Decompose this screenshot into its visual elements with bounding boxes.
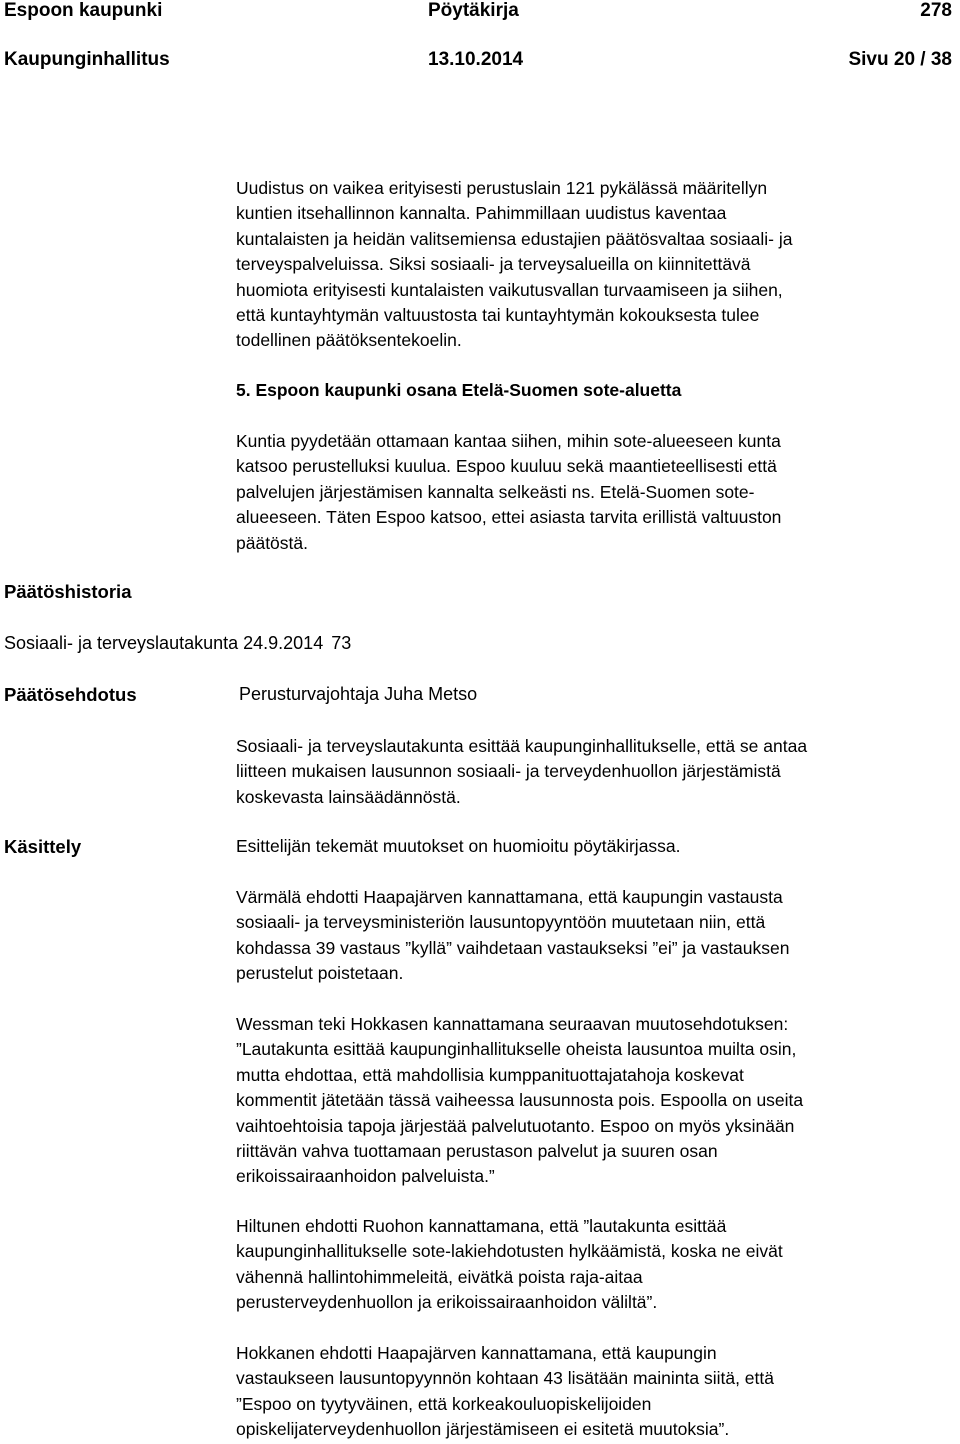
text-line: sosiaali- ja terveysministeriön lausuntopyyntöön muutetaan niin, että bbox=[236, 912, 766, 933]
proposer: Perusturvajohtaja Juha Metso bbox=[239, 684, 478, 704]
text-line: terveyspalveluissa. Siksi sosiaali- ja terveysalueilla on kiinnitettävä bbox=[236, 254, 751, 275]
paragraph-hokkanen bbox=[236, 1341, 958, 1443]
header-date: 13.10.2014 bbox=[428, 49, 524, 70]
text-line: todellinen päätöksentekoelin. bbox=[236, 330, 462, 351]
text-line: erikoissairaanhoidon palveluista.” bbox=[236, 1166, 495, 1187]
text-line: palvelujen järjestämisen kannalta selkeästi ns. Etelä-Suomen sote- bbox=[236, 481, 755, 502]
text-line: perustelut poistetaan. bbox=[236, 963, 404, 984]
text-line: riittävän vahva tuottamaan perustason palvelut ja suuren osan bbox=[236, 1141, 718, 1162]
text-line: Hokkanen ehdotti Haapajärven kannattamana, että kaupungin bbox=[236, 1343, 717, 1363]
text-line: Sosiaali- ja terveyslautakunta esittää kaupunginhallitukselle, että se antaa bbox=[236, 736, 808, 756]
text-line: vähennä hallintohimmeleitä, eivätkä poista raja-aitaa bbox=[236, 1266, 643, 1287]
text-line: kommentit jätetään tässä vaiheessa lausunnosta pois. Espoolla on useita bbox=[236, 1090, 804, 1111]
section-5-heading: 5. Espoon kaupunki osana Etelä-Suomen sote-aluetta bbox=[236, 380, 682, 400]
text-line: opiskelijaterveydenhuollon järjestämiseen ei esitetä muutoksia”. bbox=[236, 1419, 730, 1440]
handling-label: Käsittely bbox=[4, 836, 82, 857]
header-organization: Espoon kaupunki bbox=[4, 0, 163, 21]
text-line: kaupunginhallitukselle sote-lakiehdotusten hylkäämistä, koska ne eivät bbox=[236, 1241, 783, 1262]
text-line: ”Lautakunta esittää kaupunginhallitukselle oheista lausuntoa muilta osin, bbox=[236, 1039, 797, 1060]
header-body: Kaupunginhallitus bbox=[4, 49, 170, 70]
text-line: perusterveydenhuollon ja erikoissairaanhoidon väliltä”. bbox=[236, 1292, 658, 1313]
text-line: Wessman teki Hokkasen kannattamana seuraavan muutosehdotuksen: bbox=[236, 1014, 789, 1034]
text-line: koskevasta lainsäädännöstä. bbox=[236, 786, 461, 807]
text-line: että kuntayhtymän valtuustosta tai kuntayhtymän kokouksesta tulee bbox=[236, 305, 760, 326]
paragraph-autonomy bbox=[236, 176, 958, 354]
paragraph-sote-region bbox=[236, 429, 958, 556]
text-line: mutta ehdottaa, että mahdollisia kumppanituottajatahoja koskevat bbox=[236, 1064, 744, 1085]
committee-meeting-line bbox=[4, 633, 351, 654]
text-line: kuntien itsehallinnon kannalta. Pahimmillaan uudistus kaventaa bbox=[236, 203, 727, 224]
committee-name-date: Sosiaali- ja terveyslautakunta 24.9.2014 bbox=[4, 633, 324, 653]
paragraph-varmala bbox=[236, 885, 958, 987]
text-line: kohdassa 39 vastaus ”kyllä” vaihdetaan vastaukseksi ”ei” ja vastauksen bbox=[236, 937, 790, 958]
text-line: Kuntia pyydetään ottamaan kantaa siihen, mihin sote-alueeseen kunta bbox=[236, 431, 781, 451]
text-line: alueeseen. Täten Espoo katsoo, ettei asiasta tarvita erillistä valtuuston bbox=[236, 507, 782, 528]
header-doc-type: Pöytäkirja bbox=[428, 0, 519, 21]
paragraph-wessman bbox=[236, 1012, 958, 1190]
text-line: vastaukseen lausuntopyynnön kohtaan 43 lisätään maininta siitä, että bbox=[236, 1368, 774, 1389]
text-line: kuntalaisten ja heidän valitsemiensa edustajien päätösvaltaa sosiaali- ja bbox=[236, 228, 793, 249]
text-line: vaihtoehtoisia tapoja järjestää palvelutuotanto. Espoo on myös yksinään bbox=[236, 1115, 795, 1136]
paragraph-hiltunen bbox=[236, 1214, 958, 1316]
paragraph-proposal bbox=[236, 734, 958, 810]
text-line: ”Espoo on tyytyväinen, että korkeakouluopiskelijoiden bbox=[236, 1393, 652, 1414]
header-page-number: Sivu 20 / 38 bbox=[848, 49, 952, 70]
header-section-number: 278 bbox=[920, 0, 952, 21]
decision-history-label: Päätöshistoria bbox=[4, 581, 132, 602]
handling-first-line: Esittelijän tekemät muutokset on huomioitu pöytäkirjassa. bbox=[236, 836, 681, 856]
decision-proposal-label: Päätösehdotus bbox=[4, 684, 137, 705]
committee-section-number: 73 bbox=[331, 633, 352, 653]
text-line: Värmälä ehdotti Haapajärven kannattamana, että kaupungin vastausta bbox=[236, 887, 783, 907]
text-line: Hiltunen ehdotti Ruohon kannattamana, että ”lautakunta esittää bbox=[236, 1216, 727, 1236]
text-line: katsoo perustelluksi kuulua. Espoo kuuluu sekä maantieteellisesti että bbox=[236, 456, 777, 477]
text-line: Uudistus on vaikea erityisesti perustuslain 121 pykälässä määritellyn bbox=[236, 178, 768, 198]
text-line: liitteen mukaisen lausunnon sosiaali- ja terveydenhuollon järjestämistä bbox=[236, 761, 781, 782]
text-line: huomiota erityisesti kuntalaisten vaikutusvallan turvaamiseen ja siihen, bbox=[236, 279, 783, 300]
text-line: päätöstä. bbox=[236, 532, 308, 553]
